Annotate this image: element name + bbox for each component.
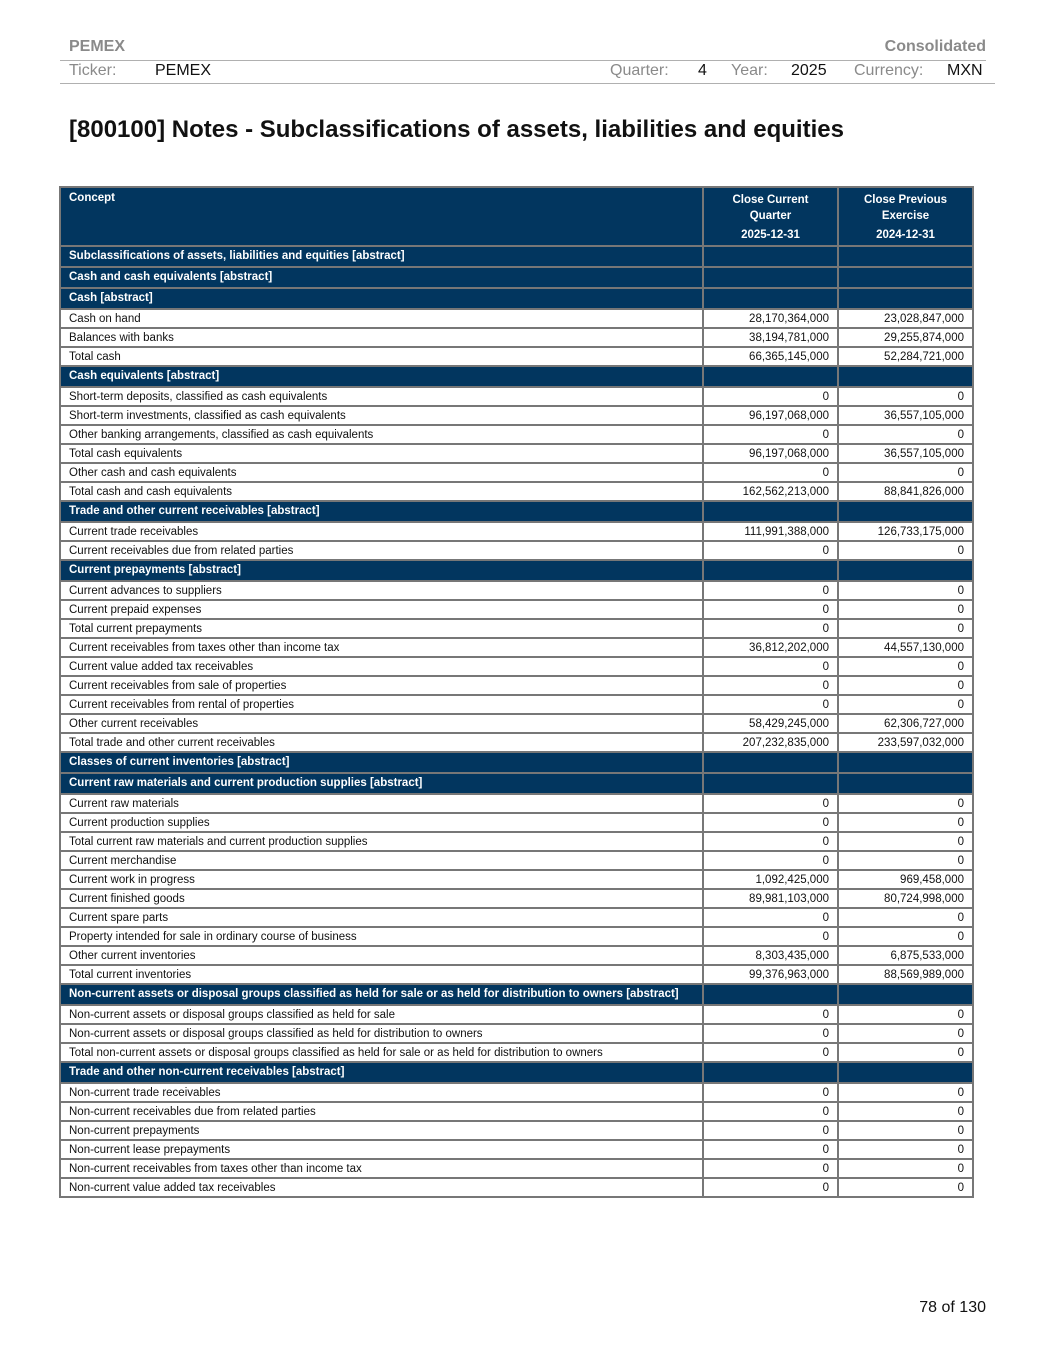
current-value-cell: 0 xyxy=(703,581,838,600)
previous-value-cell: 88,569,989,000 xyxy=(838,965,973,984)
previous-value-cell xyxy=(838,501,973,522)
current-value-cell xyxy=(703,560,838,581)
section-row xyxy=(60,246,973,267)
concept-cell: Current trade receivables xyxy=(60,522,703,541)
current-value-cell: 0 xyxy=(703,813,838,832)
subclassifications-table xyxy=(59,186,974,1198)
current-value-cell xyxy=(703,501,838,522)
concept-cell: Cash [abstract] xyxy=(60,288,703,309)
concept-cell: Non-current assets or disposal groups classified as held for sale or as held for distribution to owners [abstract] xyxy=(60,984,703,1005)
table-row xyxy=(60,714,973,733)
table-row xyxy=(60,851,973,870)
table-row xyxy=(60,638,973,657)
current-value-cell: 0 xyxy=(703,657,838,676)
current-value-cell xyxy=(703,246,838,267)
section-row xyxy=(60,752,973,773)
current-value-cell xyxy=(703,984,838,1005)
page-number: 78 of 130 xyxy=(919,1299,986,1316)
ticker-label: Ticker: xyxy=(69,62,117,79)
year-value: 2025 xyxy=(791,62,827,79)
current-value-cell: 0 xyxy=(703,927,838,946)
col-current xyxy=(703,187,838,246)
table-row xyxy=(60,908,973,927)
concept-cell: Other current inventories xyxy=(60,946,703,965)
previous-value-cell: 88,841,826,000 xyxy=(838,482,973,501)
table-row xyxy=(60,794,973,813)
concept-cell: Current value added tax receivables xyxy=(60,657,703,676)
previous-value-cell xyxy=(838,1062,973,1083)
table-row xyxy=(60,1043,973,1062)
current-value-cell xyxy=(703,752,838,773)
concept-cell: Trade and other current receivables [abstract] xyxy=(60,501,703,522)
current-value-cell xyxy=(703,288,838,309)
table-row xyxy=(60,832,973,851)
current-value-cell: 58,429,245,000 xyxy=(703,714,838,733)
page-title: [800100] Notes - Subclassifications of assets, liabilities and equities xyxy=(69,116,844,143)
previous-value-cell: 0 xyxy=(838,927,973,946)
concept-cell: Total current inventories xyxy=(60,965,703,984)
current-value-cell: 0 xyxy=(703,600,838,619)
current-value-cell: 0 xyxy=(703,908,838,927)
current-value-cell: 0 xyxy=(703,541,838,560)
concept-cell: Total trade and other current receivables xyxy=(60,733,703,752)
previous-value-cell: 80,724,998,000 xyxy=(838,889,973,908)
previous-value-cell: 0 xyxy=(838,1121,973,1140)
concept-cell: Short-term investments, classified as cash equivalents xyxy=(60,406,703,425)
section-row xyxy=(60,1062,973,1083)
concept-cell: Total cash and cash equivalents xyxy=(60,482,703,501)
concept-cell: Other current receivables xyxy=(60,714,703,733)
current-value-cell: 28,170,364,000 xyxy=(703,309,838,328)
concept-cell: Property intended for sale in ordinary course of business xyxy=(60,927,703,946)
previous-value-cell: 0 xyxy=(838,619,973,638)
current-value-cell xyxy=(703,366,838,387)
current-value-cell: 0 xyxy=(703,1121,838,1140)
concept-cell: Subclassifications of assets, liabilities and equities [abstract] xyxy=(60,246,703,267)
company-name: PEMEX xyxy=(69,38,126,55)
table-row xyxy=(60,695,973,714)
concept-cell: Cash on hand xyxy=(60,309,703,328)
previous-value-cell: 0 xyxy=(838,794,973,813)
previous-value-cell xyxy=(838,560,973,581)
previous-value-cell: 0 xyxy=(838,1159,973,1178)
table-row xyxy=(60,1121,973,1140)
previous-value-cell: 0 xyxy=(838,657,973,676)
concept-cell: Current advances to suppliers xyxy=(60,581,703,600)
section-row xyxy=(60,773,973,794)
current-value-cell: 162,562,213,000 xyxy=(703,482,838,501)
current-value-cell xyxy=(703,1062,838,1083)
concept-cell: Other banking arrangements, classified as cash equivalents xyxy=(60,425,703,444)
table-row xyxy=(60,676,973,695)
current-value-cell: 0 xyxy=(703,832,838,851)
concept-cell: Non-current lease prepayments xyxy=(60,1140,703,1159)
concept-cell: Trade and other non-current receivables [abstract] xyxy=(60,1062,703,1083)
current-value-cell: 99,376,963,000 xyxy=(703,965,838,984)
previous-value-cell: 0 xyxy=(838,1102,973,1121)
currency-label: Currency: xyxy=(854,62,924,79)
concept-cell: Current raw materials xyxy=(60,794,703,813)
current-value-cell: 0 xyxy=(703,425,838,444)
concept-cell: Other cash and cash equivalents xyxy=(60,463,703,482)
concept-cell: Current merchandise xyxy=(60,851,703,870)
table-row xyxy=(60,541,973,560)
quarter-label: Quarter: xyxy=(610,62,669,79)
concept-cell: Non-current value added tax receivables xyxy=(60,1178,703,1197)
previous-value-cell: 0 xyxy=(838,581,973,600)
concept-cell: Current spare parts xyxy=(60,908,703,927)
table-header xyxy=(60,187,973,246)
current-value-cell: 1,092,425,000 xyxy=(703,870,838,889)
current-value-cell: 207,232,835,000 xyxy=(703,733,838,752)
previous-value-cell: 0 xyxy=(838,600,973,619)
section-row xyxy=(60,267,973,288)
concept-cell: Current receivables from taxes other than income tax xyxy=(60,638,703,657)
table-row xyxy=(60,347,973,366)
table-row xyxy=(60,1178,973,1197)
concept-cell: Current receivables due from related parties xyxy=(60,541,703,560)
previous-value-cell: 0 xyxy=(838,463,973,482)
concept-cell: Non-current prepayments xyxy=(60,1121,703,1140)
table-row xyxy=(60,1140,973,1159)
concept-cell: Total non-current assets or disposal groups classified as held for sale or as held for distribution to owners xyxy=(60,1043,703,1062)
current-value-cell: 36,812,202,000 xyxy=(703,638,838,657)
previous-value-cell: 126,733,175,000 xyxy=(838,522,973,541)
concept-cell: Total cash equivalents xyxy=(60,444,703,463)
table-row xyxy=(60,927,973,946)
concept-cell: Current prepaid expenses xyxy=(60,600,703,619)
concept-cell: Non-current assets or disposal groups classified as held for sale xyxy=(60,1005,703,1024)
previous-value-cell: 0 xyxy=(838,1005,973,1024)
previous-value-cell: 0 xyxy=(838,1024,973,1043)
concept-cell: Current finished goods xyxy=(60,889,703,908)
previous-value-cell xyxy=(838,288,973,309)
current-value-cell: 0 xyxy=(703,1159,838,1178)
previous-value-cell xyxy=(838,752,973,773)
previous-value-cell: 36,557,105,000 xyxy=(838,406,973,425)
col-concept: Concept xyxy=(60,187,703,246)
previous-value-cell: 969,458,000 xyxy=(838,870,973,889)
concept-cell: Balances with banks xyxy=(60,328,703,347)
section-row xyxy=(60,560,973,581)
concept-cell: Cash and cash equivalents [abstract] xyxy=(60,267,703,288)
concept-cell: Current receivables from sale of properties xyxy=(60,676,703,695)
col-previous-label: Close Previous Exercise xyxy=(863,194,948,222)
table-row xyxy=(60,522,973,541)
table-row xyxy=(60,1005,973,1024)
current-value-cell: 0 xyxy=(703,794,838,813)
col-current-date: 2025-12-31 xyxy=(741,229,800,241)
table-row xyxy=(60,657,973,676)
previous-value-cell: 29,255,874,000 xyxy=(838,328,973,347)
section-row xyxy=(60,366,973,387)
current-value-cell xyxy=(703,267,838,288)
current-value-cell: 0 xyxy=(703,1043,838,1062)
concept-cell: Classes of current inventories [abstract] xyxy=(60,752,703,773)
previous-value-cell xyxy=(838,984,973,1005)
table-row xyxy=(60,406,973,425)
current-value-cell: 111,991,388,000 xyxy=(703,522,838,541)
current-value-cell: 0 xyxy=(703,676,838,695)
current-value-cell: 0 xyxy=(703,851,838,870)
current-value-cell: 0 xyxy=(703,1178,838,1197)
previous-value-cell: 0 xyxy=(838,908,973,927)
previous-value-cell: 0 xyxy=(838,832,973,851)
ticker-value: PEMEX xyxy=(155,62,212,79)
previous-value-cell: 23,028,847,000 xyxy=(838,309,973,328)
previous-value-cell: 0 xyxy=(838,1043,973,1062)
current-value-cell: 0 xyxy=(703,619,838,638)
current-value-cell: 96,197,068,000 xyxy=(703,444,838,463)
table-row xyxy=(60,889,973,908)
concept-cell: Total cash xyxy=(60,347,703,366)
concept-cell: Non-current trade receivables xyxy=(60,1083,703,1102)
previous-value-cell: 0 xyxy=(838,851,973,870)
concept-cell: Short-term deposits, classified as cash equivalents xyxy=(60,387,703,406)
current-value-cell: 66,365,145,000 xyxy=(703,347,838,366)
previous-value-cell: 0 xyxy=(838,541,973,560)
table-row xyxy=(60,870,973,889)
table-row xyxy=(60,328,973,347)
concept-cell: Non-current receivables from taxes other than income tax xyxy=(60,1159,703,1178)
previous-value-cell: 62,306,727,000 xyxy=(838,714,973,733)
current-value-cell: 89,981,103,000 xyxy=(703,889,838,908)
current-value-cell: 0 xyxy=(703,1083,838,1102)
table-row xyxy=(60,733,973,752)
concept-cell: Non-current assets or disposal groups classified as held for distribution to owners xyxy=(60,1024,703,1043)
table-row xyxy=(60,600,973,619)
previous-value-cell: 6,875,533,000 xyxy=(838,946,973,965)
table-row xyxy=(60,1083,973,1102)
table-row xyxy=(60,309,973,328)
previous-value-cell: 0 xyxy=(838,695,973,714)
previous-value-cell: 44,557,130,000 xyxy=(838,638,973,657)
table-row xyxy=(60,425,973,444)
current-value-cell: 0 xyxy=(703,1024,838,1043)
current-value-cell: 96,197,068,000 xyxy=(703,406,838,425)
concept-cell: Cash equivalents [abstract] xyxy=(60,366,703,387)
previous-value-cell: 0 xyxy=(838,1083,973,1102)
concept-cell: Total current raw materials and current production supplies xyxy=(60,832,703,851)
concept-cell: Current production supplies xyxy=(60,813,703,832)
header-bar xyxy=(60,38,986,61)
table-row xyxy=(60,463,973,482)
concept-cell: Total current prepayments xyxy=(60,619,703,638)
concept-cell: Current work in progress xyxy=(60,870,703,889)
previous-value-cell xyxy=(838,267,973,288)
table-row xyxy=(60,482,973,501)
table-row xyxy=(60,1159,973,1178)
previous-value-cell xyxy=(838,773,973,794)
concept-cell: Current raw materials and current production supplies [abstract] xyxy=(60,773,703,794)
previous-value-cell: 0 xyxy=(838,1140,973,1159)
table-row xyxy=(60,444,973,463)
previous-value-cell: 0 xyxy=(838,425,973,444)
concept-cell: Current receivables from rental of properties xyxy=(60,695,703,714)
currency-value: MXN xyxy=(947,62,983,79)
col-current-label: Close Current Quarter xyxy=(732,194,809,222)
current-value-cell: 0 xyxy=(703,1102,838,1121)
section-row xyxy=(60,984,973,1005)
previous-value-cell: 36,557,105,000 xyxy=(838,444,973,463)
scope-label: Consolidated xyxy=(884,38,986,55)
table-row xyxy=(60,581,973,600)
previous-value-cell: 0 xyxy=(838,676,973,695)
table-row xyxy=(60,619,973,638)
concept-cell: Non-current receivables due from related parties xyxy=(60,1102,703,1121)
col-previous-date: 2024-12-31 xyxy=(876,229,935,241)
quarter-value: 4 xyxy=(698,62,707,79)
current-value-cell: 8,303,435,000 xyxy=(703,946,838,965)
current-value-cell: 0 xyxy=(703,387,838,406)
current-value-cell: 0 xyxy=(703,463,838,482)
current-value-cell xyxy=(703,773,838,794)
previous-value-cell: 0 xyxy=(838,387,973,406)
previous-value-cell xyxy=(838,366,973,387)
current-value-cell: 0 xyxy=(703,1005,838,1024)
previous-value-cell: 0 xyxy=(838,1178,973,1197)
section-row xyxy=(60,288,973,309)
table-row xyxy=(60,1024,973,1043)
table-row xyxy=(60,387,973,406)
table-row xyxy=(60,1102,973,1121)
section-row xyxy=(60,501,973,522)
previous-value-cell: 233,597,032,000 xyxy=(838,733,973,752)
table-row xyxy=(60,946,973,965)
previous-value-cell xyxy=(838,246,973,267)
info-bar xyxy=(60,61,995,84)
col-previous xyxy=(838,187,973,246)
current-value-cell: 38,194,781,000 xyxy=(703,328,838,347)
current-value-cell: 0 xyxy=(703,695,838,714)
concept-cell: Current prepayments [abstract] xyxy=(60,560,703,581)
current-value-cell: 0 xyxy=(703,1140,838,1159)
year-label: Year: xyxy=(731,62,768,79)
table-row xyxy=(60,813,973,832)
table-row xyxy=(60,965,973,984)
previous-value-cell: 0 xyxy=(838,813,973,832)
previous-value-cell: 52,284,721,000 xyxy=(838,347,973,366)
